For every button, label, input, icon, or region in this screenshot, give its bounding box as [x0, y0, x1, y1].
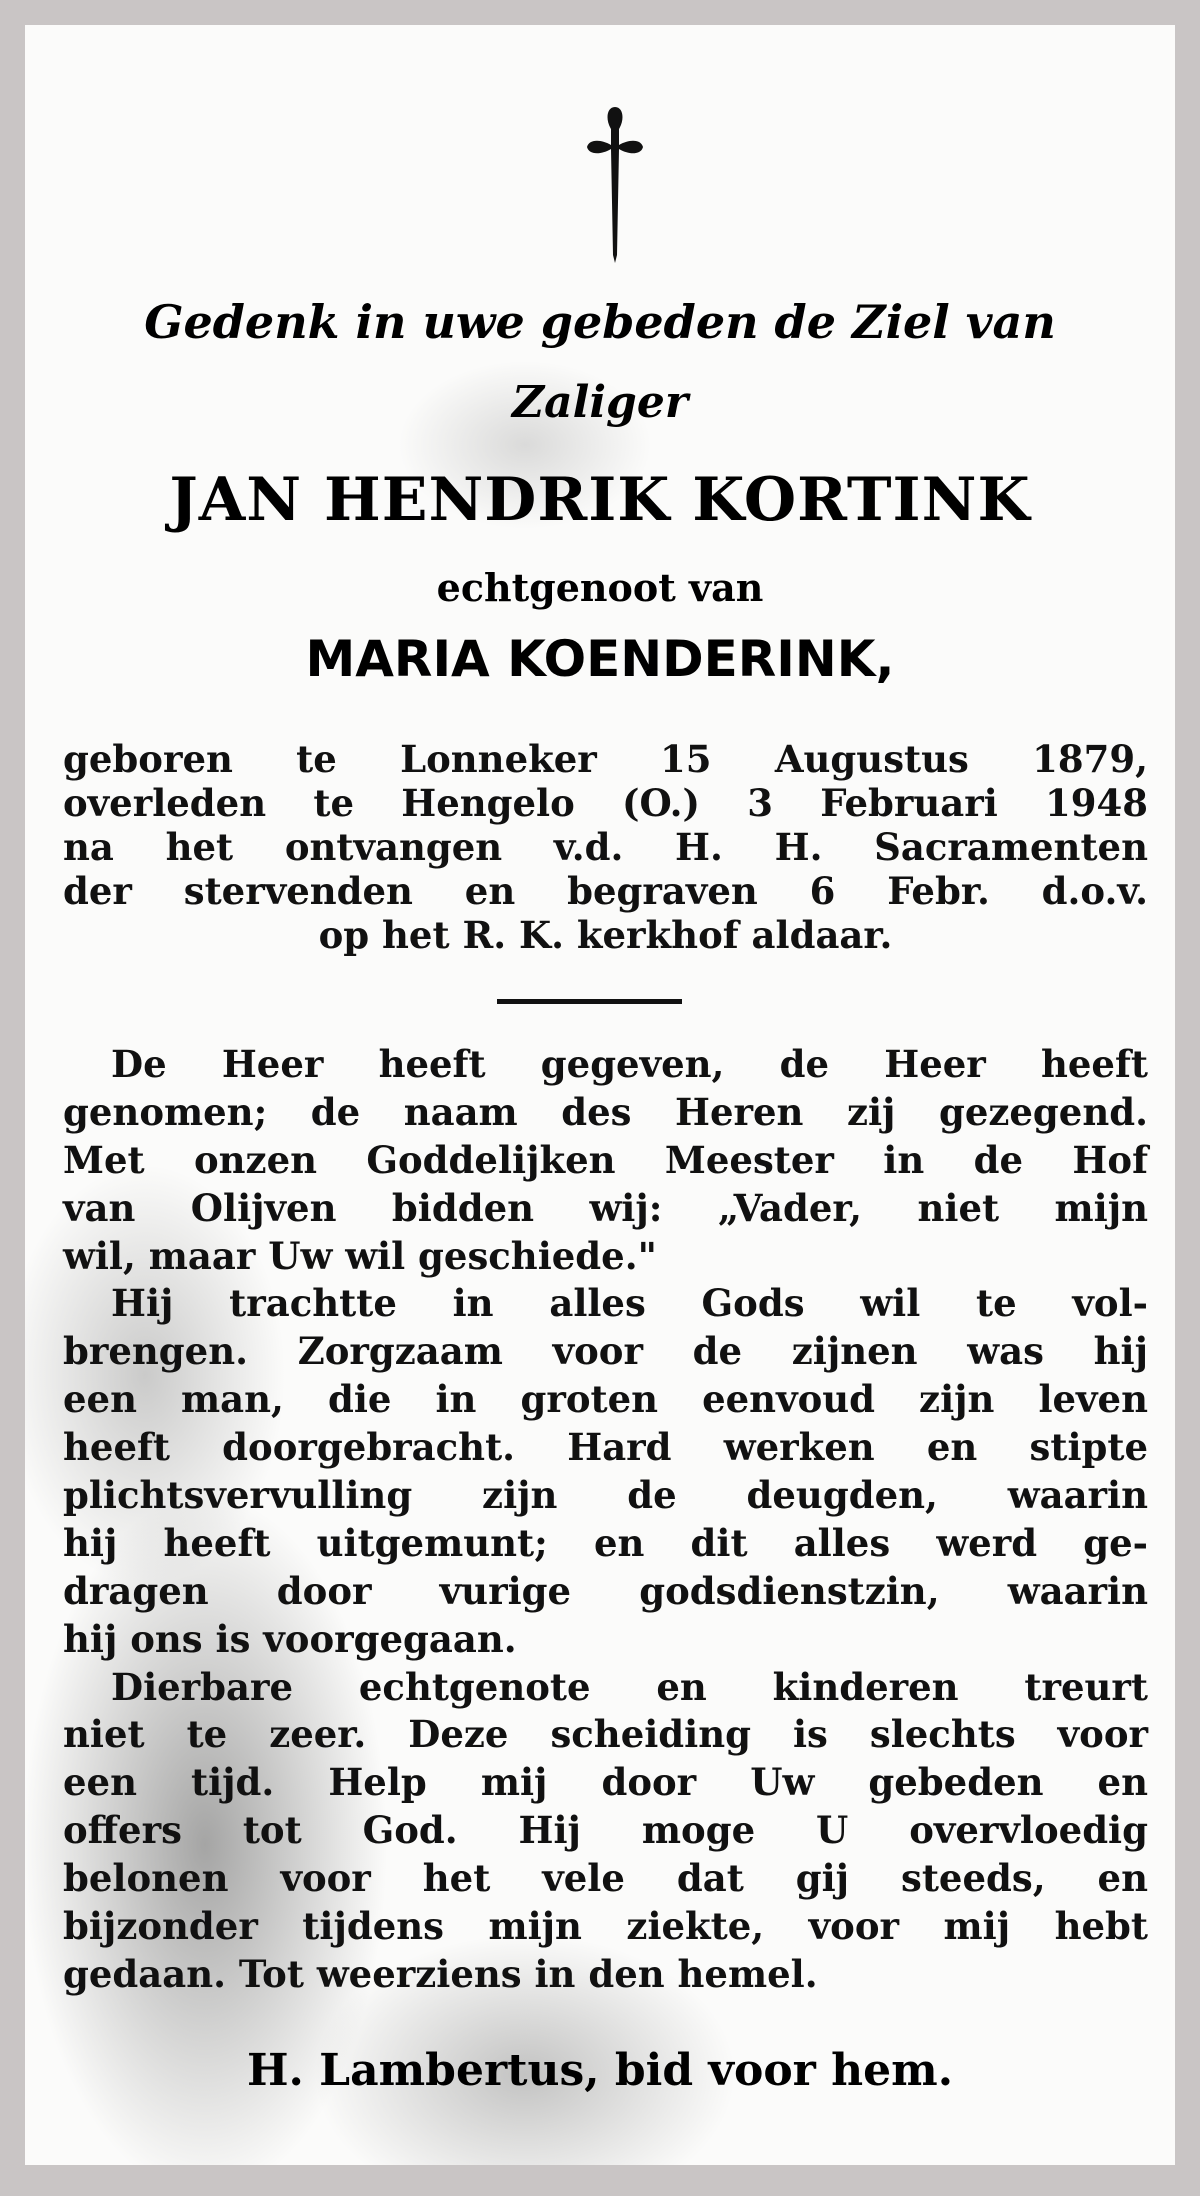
bio-line: na het ontvangen v.d. H. H. Sacramenten [63, 825, 1148, 869]
text-line: genomen; de naam des Heren zij gezegend. [63, 1089, 1148, 1134]
text-line: Met onzen Goddelijken Meester in de Hof [63, 1137, 1148, 1182]
spouse-name: MARIA KOENDERINK, [305, 630, 895, 688]
text-line: een man, die in groten eenvoud zijn leven [63, 1377, 1148, 1422]
text-line: gedaan. Tot weerziens in den hemel. [63, 1951, 818, 1996]
text-line: niet te zeer. Deze scheiding is slechts voor [63, 1712, 1148, 1757]
text-line: offers tot God. Hij moge U overvloedig [63, 1808, 1148, 1853]
bio-line: der stervenden en begraven 6 Febr. d.o.v. [63, 869, 1148, 913]
cross-icon [585, 105, 645, 265]
text-line: belonen voor het vele dat gij steeds, en [63, 1856, 1148, 1901]
memorial-text [63, 1041, 1148, 1999]
text-line: dragen door vurige godsdienstzin, waarin [63, 1568, 1148, 1613]
spouse-label: echtgenoot van [436, 565, 764, 610]
deceased-name: JAN HENDRIK KORTINK [169, 465, 1031, 535]
text-line: heeft doorgebracht. Hard werken en stipte [63, 1425, 1148, 1470]
text-line: Dierbare echtgenote en kinderen treurt [111, 1664, 1148, 1709]
text-line: De Heer heeft gegeven, de Heer heeft [111, 1042, 1148, 1086]
closing-prayer: H. Lambertus, bid voor hem. [246, 2045, 954, 2096]
text-line: brengen. Zorgzaam voor de zijnen was hij [63, 1329, 1148, 1374]
text-line: plichtsvervulling zijn de deugden, waarin [63, 1473, 1148, 1518]
bio-line: overleden te Hengelo (O.) 3 Februari 1948 [63, 781, 1148, 825]
bio-line: op het R. K. kerkhof aldaar. [318, 913, 893, 957]
text-line: een tijd. Help mij door Uw gebeden en [63, 1760, 1148, 1805]
divider [497, 999, 682, 1004]
text-line: bijzonder tijdens mijn ziekte, voor mij hebt [63, 1904, 1148, 1949]
bio-line: geboren te Lonneker 15 Augustus 1879, [63, 737, 1148, 781]
text-line: Hij trachtte in alles Gods wil te vol- [111, 1281, 1148, 1326]
invocation: Gedenk in uwe gebeden de Ziel van [144, 295, 1056, 349]
text-line: hij ons is voorgegaan. [63, 1616, 517, 1661]
memorial-card [25, 25, 1175, 2165]
honorific: Zaliger [512, 377, 688, 428]
text-line: wil, maar Uw wil geschiede." [63, 1233, 657, 1278]
biography [63, 737, 1148, 957]
text-line: hij heeft uitgemunt; en dit alles werd ge- [63, 1520, 1148, 1565]
text-line: van Olijven bidden wij: „Vader, niet mijn [63, 1185, 1148, 1230]
